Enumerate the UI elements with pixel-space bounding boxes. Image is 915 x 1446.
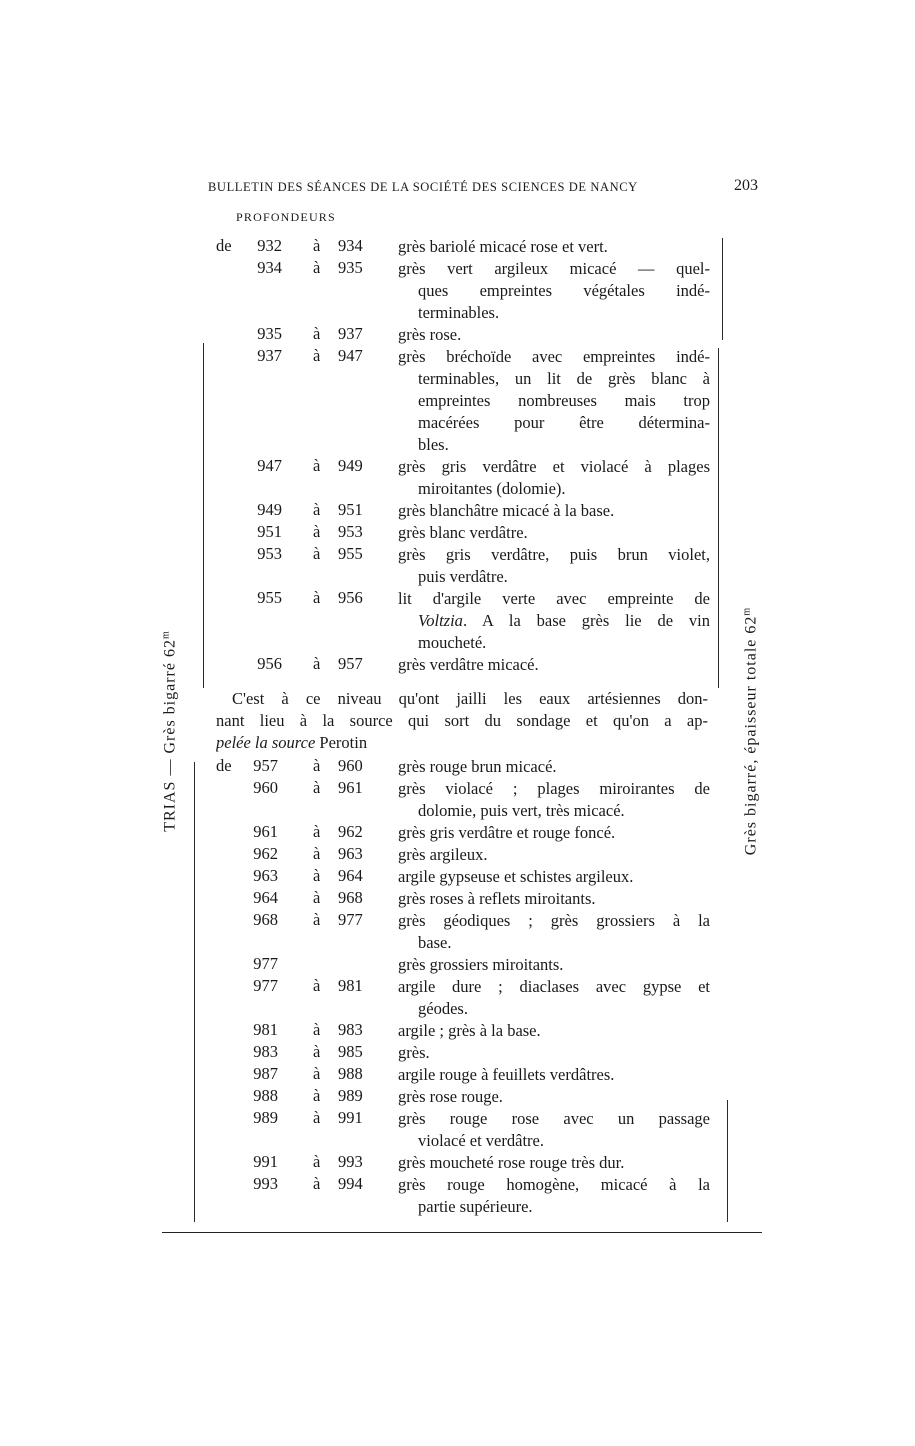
depth-row [0, 544, 915, 586]
description-line: grès rose rouge. [398, 1087, 503, 1106]
paragraph-line: C'est à ce niveau qu'ont jailli les eaux artésiennes don- [232, 689, 708, 708]
layer-description [398, 1174, 710, 1218]
description-line: grès argileux. [398, 845, 488, 864]
depth-from: 977 [253, 954, 278, 973]
depth-row [0, 324, 915, 346]
depth-to: 977 [338, 910, 363, 929]
depth-row [0, 954, 915, 976]
depth-to: 947 [338, 346, 363, 365]
layer-description [398, 1020, 710, 1042]
depth-to: 937 [338, 324, 363, 343]
depth-from: 988 [253, 1086, 278, 1105]
footer-rule [162, 1232, 762, 1233]
bracket-right-upper [722, 238, 723, 340]
depth-from: 963 [253, 866, 278, 885]
description-line: miroitantes (dolomie). [418, 479, 566, 498]
depth-row [0, 1152, 915, 1174]
depth-from: 961 [253, 822, 278, 841]
depth-a: à [313, 654, 321, 673]
depth-row [0, 910, 915, 952]
depth-from: 957 [253, 756, 278, 775]
depth-row [0, 888, 915, 910]
layer-description [398, 500, 710, 522]
depth-to: 960 [338, 756, 363, 775]
depth-a: à [313, 1174, 321, 1193]
artesian-spring-paragraph [216, 688, 708, 754]
depth-to: 949 [338, 456, 363, 475]
layer-description [398, 236, 710, 258]
description-line: argile rouge à feuillets verdâtres. [398, 1065, 615, 1084]
depth-row [0, 822, 915, 844]
depth-from: 956 [257, 654, 282, 673]
depth-row [0, 1064, 915, 1086]
depth-to: 968 [338, 888, 363, 907]
depth-from: 991 [253, 1152, 278, 1171]
depth-a: à [313, 236, 321, 255]
description-line: grès verdâtre micacé. [398, 655, 539, 674]
depth-to: 983 [338, 1020, 363, 1039]
depth-row [0, 588, 915, 652]
depth-de: de [216, 756, 232, 775]
bracket-right-lower [727, 1100, 728, 1222]
depth-a: à [313, 822, 321, 841]
description-line: partie supérieure. [418, 1197, 533, 1216]
depth-de: de [216, 236, 232, 255]
layer-description [398, 1086, 710, 1108]
description-line: empreintes nombreuses mais trop [418, 391, 710, 410]
depth-to: 951 [338, 500, 363, 519]
depth-to: 955 [338, 544, 363, 563]
depth-from: 955 [257, 588, 282, 607]
depth-from: 981 [253, 1020, 278, 1039]
depth-to: 956 [338, 588, 363, 607]
description-line: terminables. [418, 303, 500, 322]
description-line: grès bréchoïde avec empreintes indé- [398, 347, 710, 366]
depth-from: 987 [253, 1064, 278, 1083]
depth-a: à [313, 756, 321, 775]
depth-to: 994 [338, 1174, 363, 1193]
paragraph-italic: pelée la source [216, 733, 316, 752]
description-line: grès grossiers miroitants. [398, 955, 564, 974]
description-line: grès roses à reflets miroitants. [398, 889, 596, 908]
bracket-left-lower [194, 762, 195, 1222]
layer-description [398, 654, 710, 676]
depth-row [0, 1108, 915, 1150]
description-line: moucheté. [418, 633, 487, 652]
layer-description [398, 1152, 710, 1174]
depth-row [0, 258, 915, 322]
depth-to: 989 [338, 1086, 363, 1105]
depth-from: 937 [257, 346, 282, 365]
description-line: grès vert argileux micacé — quel- [398, 259, 710, 278]
description-line: argile ; grès à la base. [398, 1021, 541, 1040]
description-line: grès rouge rose avec un passage [398, 1109, 710, 1128]
layer-description [398, 346, 710, 456]
layer-description [398, 324, 710, 346]
depth-from: 977 [253, 976, 278, 995]
description-line: grès gris verdâtre et violacé à plages [398, 457, 710, 476]
depth-a: à [313, 1042, 321, 1061]
description-line: grès rose. [398, 325, 462, 344]
depth-row [0, 976, 915, 1018]
layer-description [398, 822, 710, 844]
layer-description [398, 954, 710, 976]
depth-from: 932 [257, 236, 282, 255]
genus-name: Voltzia [418, 611, 463, 630]
layer-description [398, 588, 710, 654]
description-line: dolomie, puis vert, très micacé. [418, 801, 625, 820]
description-line: grès rouge brun micacé. [398, 757, 557, 776]
description-line: grès blanc verdâtre. [398, 523, 528, 542]
layer-description [398, 1042, 710, 1064]
bracket-left-upper [203, 343, 204, 688]
depth-row [0, 844, 915, 866]
layer-description [398, 1108, 710, 1152]
side-label-trias: TRIAS — Grès bigarré 62$^m$ [160, 630, 179, 832]
depth-a: à [313, 778, 321, 797]
bracket-right-middle [718, 348, 719, 688]
depth-a: à [313, 1020, 321, 1039]
depth-from: 935 [257, 324, 282, 343]
depth-row [0, 1086, 915, 1108]
running-head [208, 177, 758, 199]
depth-from: 960 [253, 778, 278, 797]
depth-row [0, 778, 915, 820]
running-head-title: BULLETIN DES SÉANCES DE LA SOCIÉTÉ DES SCIENCES DE NANCY [208, 180, 638, 194]
depth-from: 993 [253, 1174, 278, 1193]
depth-a: à [313, 500, 321, 519]
description-line: grès géodiques ; grès grossiers à la [398, 911, 710, 930]
column-heading-depths: PROFONDEURS [236, 210, 336, 224]
depth-row [0, 1042, 915, 1064]
depth-a: à [313, 1064, 321, 1083]
depth-a: à [313, 976, 321, 995]
description-line: base. [418, 933, 452, 952]
depth-row [0, 236, 915, 258]
depth-to: 962 [338, 822, 363, 841]
description-line: grès rouge homogène, micacé à la [398, 1175, 710, 1194]
layer-description [398, 1064, 710, 1086]
depth-a: à [313, 456, 321, 475]
layer-description [398, 778, 710, 822]
depth-row [0, 1174, 915, 1216]
depth-to: 953 [338, 522, 363, 541]
page-number: 203 [734, 177, 758, 194]
depth-from: 951 [257, 522, 282, 541]
paragraph-line [216, 732, 708, 754]
depth-row [0, 500, 915, 522]
depth-to: 935 [338, 258, 363, 277]
description-line: grès gris verdâtre et rouge foncé. [398, 823, 616, 842]
depth-to: 957 [338, 654, 363, 673]
depth-from: 968 [253, 910, 278, 929]
layer-description [398, 756, 710, 778]
layer-description [398, 522, 710, 544]
depth-from: 947 [257, 456, 282, 475]
description-line: grès bariolé micacé rose et vert. [398, 237, 608, 256]
depth-a: à [313, 910, 321, 929]
description-line: grès violacé ; plages miroirantes de [398, 779, 710, 798]
layer-description [398, 976, 710, 1020]
depth-from: 989 [253, 1108, 278, 1127]
layer-description [398, 456, 710, 500]
description-line: argile gypseuse et schistes argileux. [398, 867, 634, 886]
depth-a: à [313, 588, 321, 607]
description-line: grès gris verdâtre, puis brun violet, [398, 545, 710, 564]
depth-a: à [313, 1108, 321, 1127]
depth-to: 964 [338, 866, 363, 885]
depth-from: 934 [257, 258, 282, 277]
layer-description [398, 910, 710, 954]
depth-to: 961 [338, 778, 363, 797]
description-line: bles. [418, 435, 449, 454]
depth-to: 934 [338, 236, 363, 255]
depth-a: à [313, 258, 321, 277]
depth-from: 949 [257, 500, 282, 519]
description-line: grès blanchâtre micacé à la base. [398, 501, 615, 520]
depth-to: 985 [338, 1042, 363, 1061]
layer-description [398, 544, 710, 588]
description-line: géodes. [418, 999, 468, 1018]
depth-row [0, 346, 915, 454]
depth-row [0, 522, 915, 544]
layer-description [398, 844, 710, 866]
depth-row [0, 1020, 915, 1042]
depth-to: 988 [338, 1064, 363, 1083]
description-line: violacé et verdâtre. [418, 1131, 544, 1150]
side-label-total-thickness: Grès bigarré, épaisseur totale 62$^m$ [741, 606, 760, 856]
depth-from: 964 [253, 888, 278, 907]
depth-a: à [313, 1086, 321, 1105]
description-line: Voltzia. A la base grès lie de vin [418, 611, 710, 630]
depth-from: 962 [253, 844, 278, 863]
depth-a: à [313, 844, 321, 863]
description-line: grès moucheté rose rouge très dur. [398, 1153, 625, 1172]
source-name: Perotin [319, 733, 368, 752]
depth-from: 953 [257, 544, 282, 563]
depth-a: à [313, 888, 321, 907]
description-line: macérées pour être détermina- [418, 413, 710, 432]
description-line: lit d'argile verte avec empreinte de [398, 589, 710, 608]
depth-to: 981 [338, 976, 363, 995]
depth-a: à [313, 866, 321, 885]
description-line: argile dure ; diaclases avec gypse et [398, 977, 710, 996]
layer-description [398, 258, 710, 324]
depth-to: 993 [338, 1152, 363, 1171]
depth-row [0, 756, 915, 778]
depth-a: à [313, 346, 321, 365]
depth-row [0, 866, 915, 888]
depth-a: à [313, 1152, 321, 1171]
depth-a: à [313, 544, 321, 563]
depth-row [0, 456, 915, 498]
depth-from: 983 [253, 1042, 278, 1061]
depth-a: à [313, 324, 321, 343]
depth-row [0, 654, 915, 676]
layer-description [398, 866, 710, 888]
depth-to: 963 [338, 844, 363, 863]
description-line: ques empreintes végétales indé- [418, 281, 710, 300]
description-line: puis verdâtre. [418, 567, 508, 586]
description-line: grès. [398, 1043, 430, 1062]
paragraph-line: nant lieu à la source qui sort du sondage et qu'on a ap- [216, 711, 708, 730]
description-line: terminables, un lit de grès blanc à [418, 369, 710, 388]
depth-a: à [313, 522, 321, 541]
depth-to: 991 [338, 1108, 363, 1127]
layer-description [398, 888, 710, 910]
